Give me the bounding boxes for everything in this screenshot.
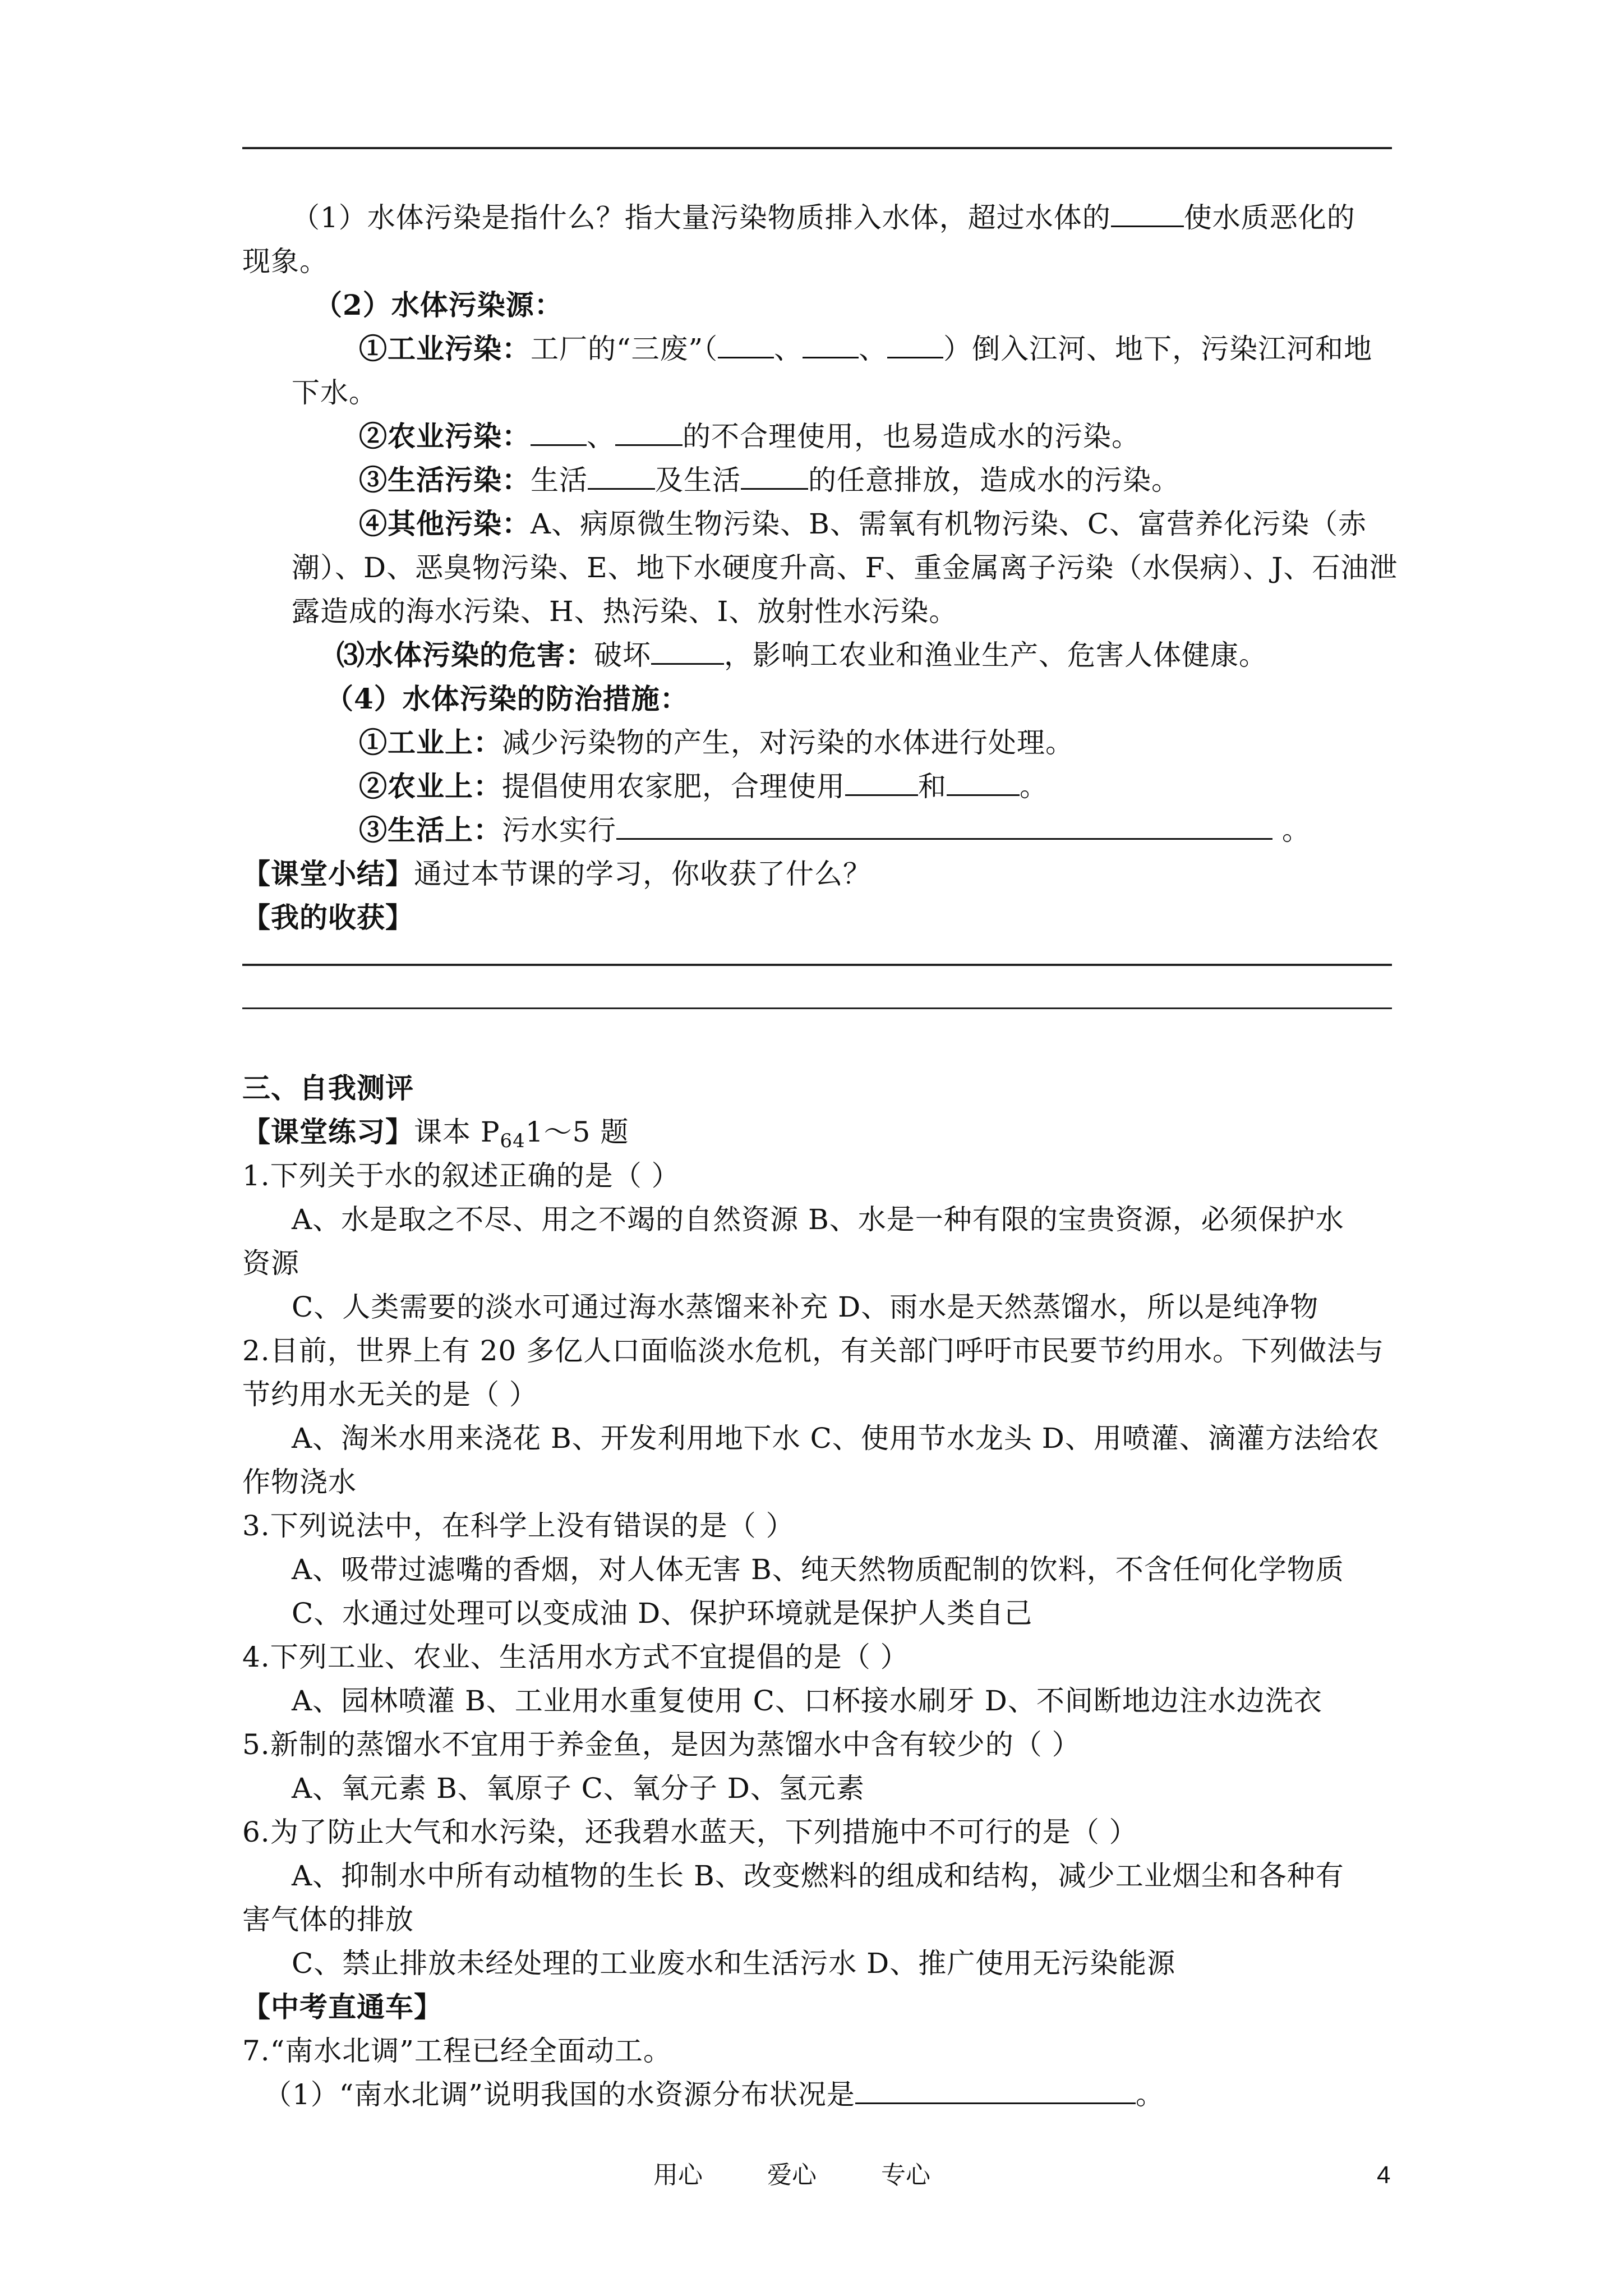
agricultural-pollution-line: ②农业污染： 、 的不合理使用，也易造成水的污染。 xyxy=(359,420,1140,453)
question-options: C、人类需要的淡水可通过海水蒸馏来补充 D、雨水是天然蒸馏水，所以是纯净物 xyxy=(292,1291,1319,1323)
class-practice-line: 【课堂练习】课本 $P_{64}1\sim 5$ 题 xyxy=(242,1115,629,1152)
prevention-industry-line: ①工业上：减少污染物的产生，对污染的水体进行处理。 xyxy=(359,726,1074,759)
question-stem: 6.为了防止大气和水污染，还我碧水蓝天，下列措施中不可行的是（ ） xyxy=(242,1816,1138,1848)
industrial-pollution-line2: 下水。 xyxy=(292,376,377,409)
harvest-answer-line[interactable] xyxy=(242,964,1392,966)
q7-stem: 7.“南水北调”工程已经全面动工。 xyxy=(242,2035,672,2067)
q3-line: ⑶水体污染的危害：破坏 ，影响工农业和渔业生产、危害人体健康。 xyxy=(336,638,1267,671)
harvest-answer-line[interactable] xyxy=(242,1007,1392,1009)
section3-heading: 三、自我测评 xyxy=(242,1071,414,1105)
answer-blank[interactable] xyxy=(803,332,859,358)
question-stem: 5.新制的蒸馏水不宜用于养金鱼，是因为蒸馏水中含有较少的（ ） xyxy=(242,1728,1081,1761)
q1-line2: 现象。 xyxy=(242,245,328,278)
class-summary-line: 【课堂小结】通过本节课的学习，你收获了什么？ xyxy=(242,857,872,890)
question-options: A、园林喷灌 B、工业用水重复使用 C、口杯接水刷牙 D、不间断地边注水边洗衣 xyxy=(292,1685,1322,1717)
answer-blank[interactable] xyxy=(531,420,587,446)
question-stem: 节约用水无关的是（ ） xyxy=(242,1378,538,1411)
answer-blank[interactable] xyxy=(651,638,724,665)
question-options: A、淘米水用来浇花 B、开发利用地下水 C、使用节水龙头 D、用喷灌、滴灌方法给农 xyxy=(292,1422,1380,1455)
question-stem: 1.下列关于水的叙述正确的是（ ） xyxy=(242,1159,680,1192)
answer-blank[interactable] xyxy=(741,463,808,490)
my-harvest-label: 【我的收获】 xyxy=(242,901,414,934)
answer-blank[interactable] xyxy=(616,813,1272,840)
answer-blank[interactable] xyxy=(845,770,918,796)
exam-label: 【中考直通车】 xyxy=(242,1990,442,2023)
question-options: A、抑制水中所有动植物的生长 B、改变燃料的组成和结构，减少工业烟尘和各种有 xyxy=(292,1860,1344,1892)
answer-blank[interactable] xyxy=(718,332,774,358)
question-stem: 2.目前，世界上有 20 多亿人口面临淡水危机，有关部门呼吁市民要节约用水。下列做法与 xyxy=(242,1335,1385,1367)
question-options: 害气体的排放 xyxy=(242,1903,414,1936)
q1-line1: （1）水体污染是指什么？指大量污染物质排入水体，超过水体的 使水质恶化的 xyxy=(292,201,1355,234)
industrial-pollution-line: ①工业污染：工厂的“三废”（ 、 、 ）倒入江河、地下，污染江河和地 xyxy=(359,332,1373,365)
question-options: 作物浇水 xyxy=(242,1466,357,1498)
question-stem: 3.下列说法中，在科学上没有错误的是（ ） xyxy=(242,1510,795,1542)
answer-blank[interactable] xyxy=(1111,201,1184,227)
answer-blank[interactable] xyxy=(615,420,683,446)
footer-right: 专心 xyxy=(881,2161,930,2189)
question-options: A、水是取之不尽、用之不竭的自然资源 B、水是一种有限的宝贵资源，必须保护水 xyxy=(292,1203,1344,1236)
prevention-life-line: ③生活上：污水实行 。 xyxy=(359,813,1311,846)
prevention-agriculture-line: ②农业上：提倡使用农家肥，合理使用 和 。 xyxy=(359,770,1048,803)
question-options: C、水通过处理可以变成油 D、保护环境就是保护人类自己 xyxy=(292,1597,1033,1630)
footer-left: 用心 xyxy=(653,2161,703,2189)
question-options: 资源 xyxy=(242,1247,299,1280)
header-rule xyxy=(242,147,1392,149)
question-options: A、氧元素 B、氧原子 C、氧分子 D、氢元素 xyxy=(292,1772,865,1805)
question-options: A、吸带过滤嘴的香烟，对人体无害 B、纯天然物质配制的饮料，不含任何化学物质 xyxy=(292,1553,1344,1586)
other-pollution-line1: ④其他污染：A、病原微生物污染、B、需氧有机物污染、C、富营养化污染（赤 xyxy=(359,507,1367,540)
answer-blank[interactable] xyxy=(947,770,1020,796)
question-stem: 4.下列工业、农业、生活用水方式不宜提倡的是（ ） xyxy=(242,1641,909,1673)
q4-heading: （4）水体污染的防治措施： xyxy=(325,682,689,715)
footer-middle: 爱心 xyxy=(767,2161,817,2189)
domestic-pollution-line: ③生活污染：生活 及生活 的任意排放，造成水的污染。 xyxy=(359,463,1180,496)
answer-blank[interactable] xyxy=(887,332,943,358)
page-number: 4 xyxy=(1377,2161,1391,2189)
answer-blank[interactable] xyxy=(588,463,655,490)
question-options: C、禁止排放未经处理的工业废水和生活污水 D、推广使用无污染能源 xyxy=(292,1947,1176,1980)
answer-blank[interactable] xyxy=(855,2078,1136,2104)
other-pollution-line2: 潮）、D、恶臭物污染、E、地下水硬度升高、F、重金属离子污染（水俣病）、J、石油泄 xyxy=(292,551,1398,584)
other-pollution-line3: 露造成的海水污染、H、热污染、I、放射性水污染。 xyxy=(292,595,958,628)
q7-1-line: （1）“南水北调”说明我国的水资源分布状况是 。 xyxy=(264,2078,1164,2111)
q2-heading: （2）水体污染源： xyxy=(314,288,563,321)
